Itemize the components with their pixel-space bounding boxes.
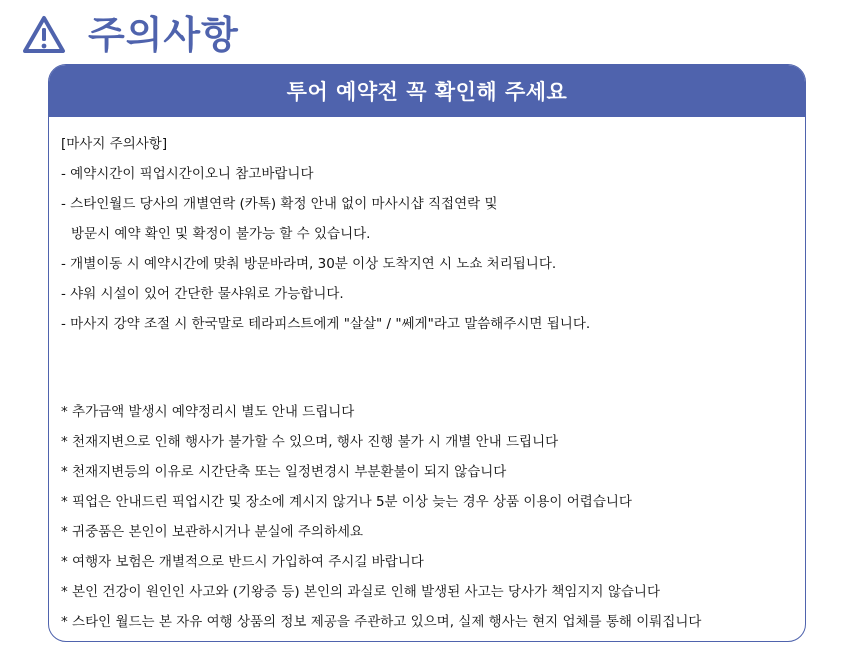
warning-triangle-icon bbox=[22, 15, 66, 55]
note-line: * 여행자 보험은 개별적으로 반드시 가입하여 주시길 바랍니다 bbox=[61, 554, 424, 570]
massage-line: - 개별이동 시 예약시간에 맞춰 방문바라며, 30분 이상 도착지연 시 노쇼 처리됩니다. bbox=[61, 256, 557, 272]
note-line: * 픽업은 안내드린 픽업시간 및 장소에 계시지 않거나 5분 이상 늦는 경우 상품 이용이 어렵습니다 bbox=[61, 494, 632, 510]
note-line: * 본인 건강이 원인인 사고와 (기왕증 등) 본인의 과실로 인해 발생된 사고는 당사가 책임지지 않습니다 bbox=[61, 584, 661, 600]
massage-line: 방문시 예약 확인 및 확정이 불가능 할 수 있습니다. bbox=[71, 226, 371, 242]
massage-line: - 예약시간이 픽업시간이오니 참고바랍니다 bbox=[61, 166, 314, 182]
massage-line: - 마사지 강약 조절 시 한국말로 테라피스트에게 "살살" / "쎄게"라고 말씀해주시면 됩니다. bbox=[61, 316, 591, 332]
massage-heading: [마사지 주의사항] bbox=[61, 136, 168, 152]
note-line: * 천재지변으로 인해 행사가 불가할 수 있으며, 행사 진행 불가 시 개별 안내 드립니다 bbox=[61, 434, 559, 450]
title-row bbox=[22, 10, 239, 60]
note-line: * 추가금액 발생시 예약정리시 별도 안내 드립니다 bbox=[61, 404, 355, 420]
massage-line: - 샤워 시설이 있어 간단한 물샤워로 가능합니다. bbox=[61, 286, 344, 302]
notice-box bbox=[48, 64, 806, 642]
massage-line: - 스타인월드 당사의 개별연락 (카톡) 확정 안내 없이 마사시샵 직접연락 및 bbox=[61, 196, 498, 212]
notice-content bbox=[49, 117, 805, 637]
notice-header: 투어 예약전 꼭 확인해 주세요 bbox=[49, 65, 805, 117]
section-gap bbox=[61, 339, 805, 397]
note-line: * 귀중품은 본인이 보관하시거나 분실에 주의하세요 bbox=[61, 524, 364, 540]
page-title: 주의사항 bbox=[88, 13, 239, 57]
note-line: * 스타인 월드는 본 자유 여행 상품의 정보 제공을 주관하고 있으며, 실제 행사는 현지 업체를 통해 이뤄집니다 bbox=[61, 614, 702, 630]
note-line: * 천재지변등의 이유로 시간단축 또는 일정변경시 부분환불이 되지 않습니다 bbox=[61, 464, 507, 480]
